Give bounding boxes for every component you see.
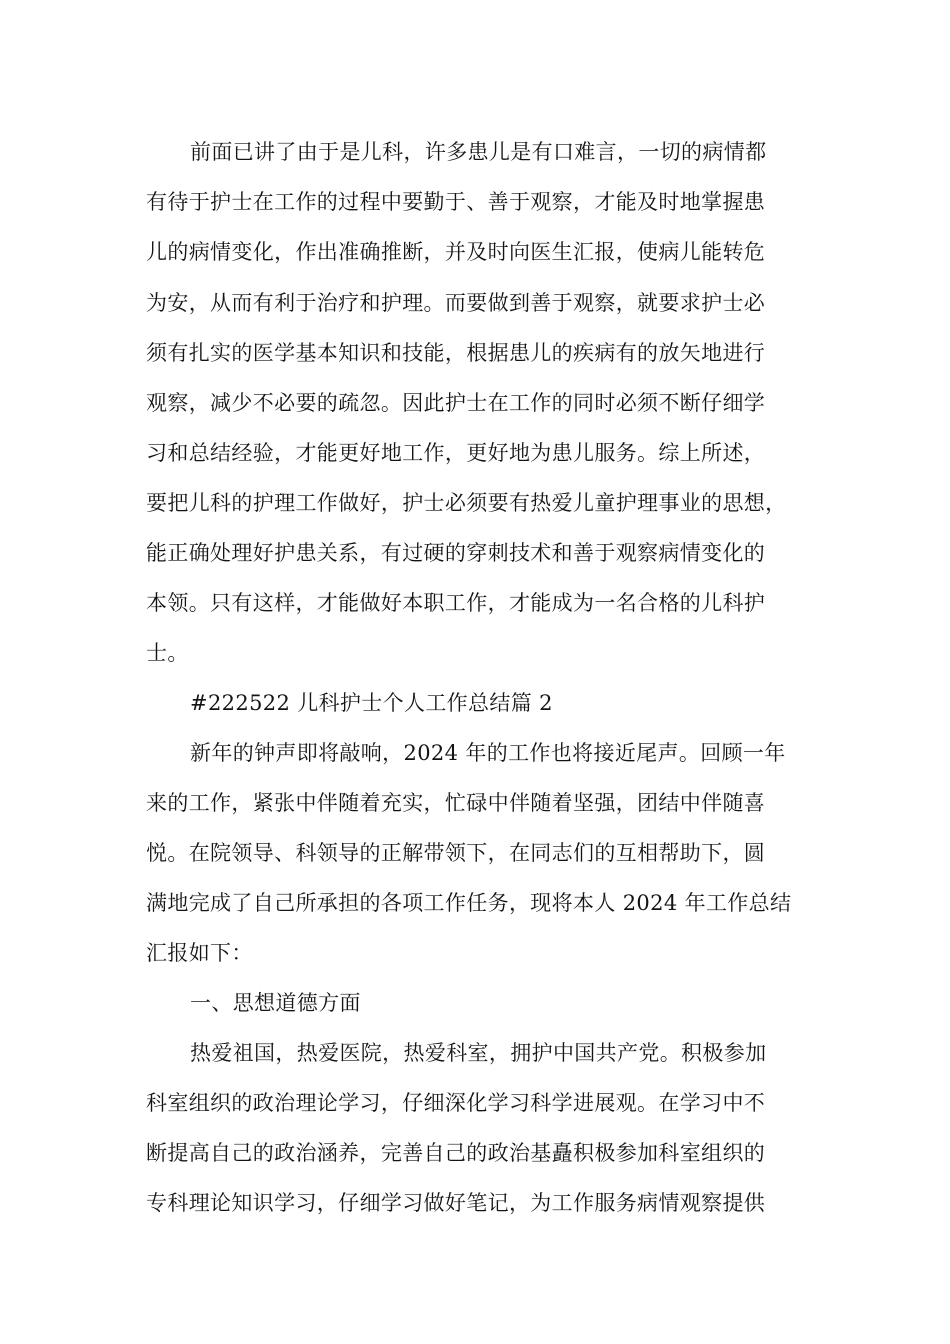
section-heading: #222522 儿科护士个人工作总结篇 2	[190, 691, 553, 715]
text-line: 本领。只有这样，才能做好本职工作，才能成为一名合格的儿科护	[146, 591, 766, 615]
text-line: 热爱祖国，热爱医院，热爱科室，拥护中国共产党。积极参加	[190, 1041, 767, 1065]
text-line: 习和总结经验，才能更好地工作，更好地为患儿服务。综上所述，	[146, 441, 766, 465]
text-line: 专科理论知识学习，仔细学习做好笔记，为工作服务病情观察提供	[146, 1191, 766, 1215]
text-line: 新年的钟声即将敲响，2024 年的工作也将接近尾声。回顾一年	[190, 741, 786, 765]
text-line: 能正确处理好护患关系，有过硬的穿刺技术和善于观察病情变化的	[146, 541, 766, 565]
text-line: 有待于护士在工作的过程中要勤于、善于观察，才能及时地掌握患	[146, 190, 766, 214]
text-line: 满地完成了自己所承担的各项工作任务，现将本人 2024 年工作总结	[146, 891, 792, 915]
text-line: 观察，减少不必要的疏忽。因此护士在工作的同时必须不断仔细学	[146, 391, 766, 415]
subheading: 一、思想道德方面	[190, 991, 361, 1015]
text-line: 悦。在院领导、科领导的正解带领下，在同志们的互相帮助下，圆	[146, 841, 766, 865]
text-line: 儿的病情变化，作出准确推断，并及时向医生汇报，使病儿能转危	[146, 240, 766, 264]
text-line: 要把儿科的护理工作做好，护士必须要有热爱儿童护理事业的思想，	[146, 491, 787, 515]
text-line: 断提高自己的政治涵养，完善自己的政治基矗积极参加科室组织的	[146, 1141, 766, 1165]
text-line: 为安，从而有利于治疗和护理。而要做到善于观察，就要求护士必	[146, 291, 766, 315]
text-line: 汇报如下：	[146, 941, 253, 965]
text-line: 科室组织的政治理论学习，仔细深化学习科学进展观。在学习中不	[146, 1091, 766, 1115]
text-line: 来的工作，紧张中伴随着充实，忙碌中伴随着坚强，团结中伴随喜	[146, 791, 766, 815]
text-line: 前面已讲了由于是儿科，许多患儿是有口难言，一切的病情都	[190, 140, 767, 164]
text-line: 士。	[146, 641, 189, 665]
text-line: 须有扎实的医学基本知识和技能，根据患儿的疾病有的放矢地进行	[146, 341, 766, 365]
